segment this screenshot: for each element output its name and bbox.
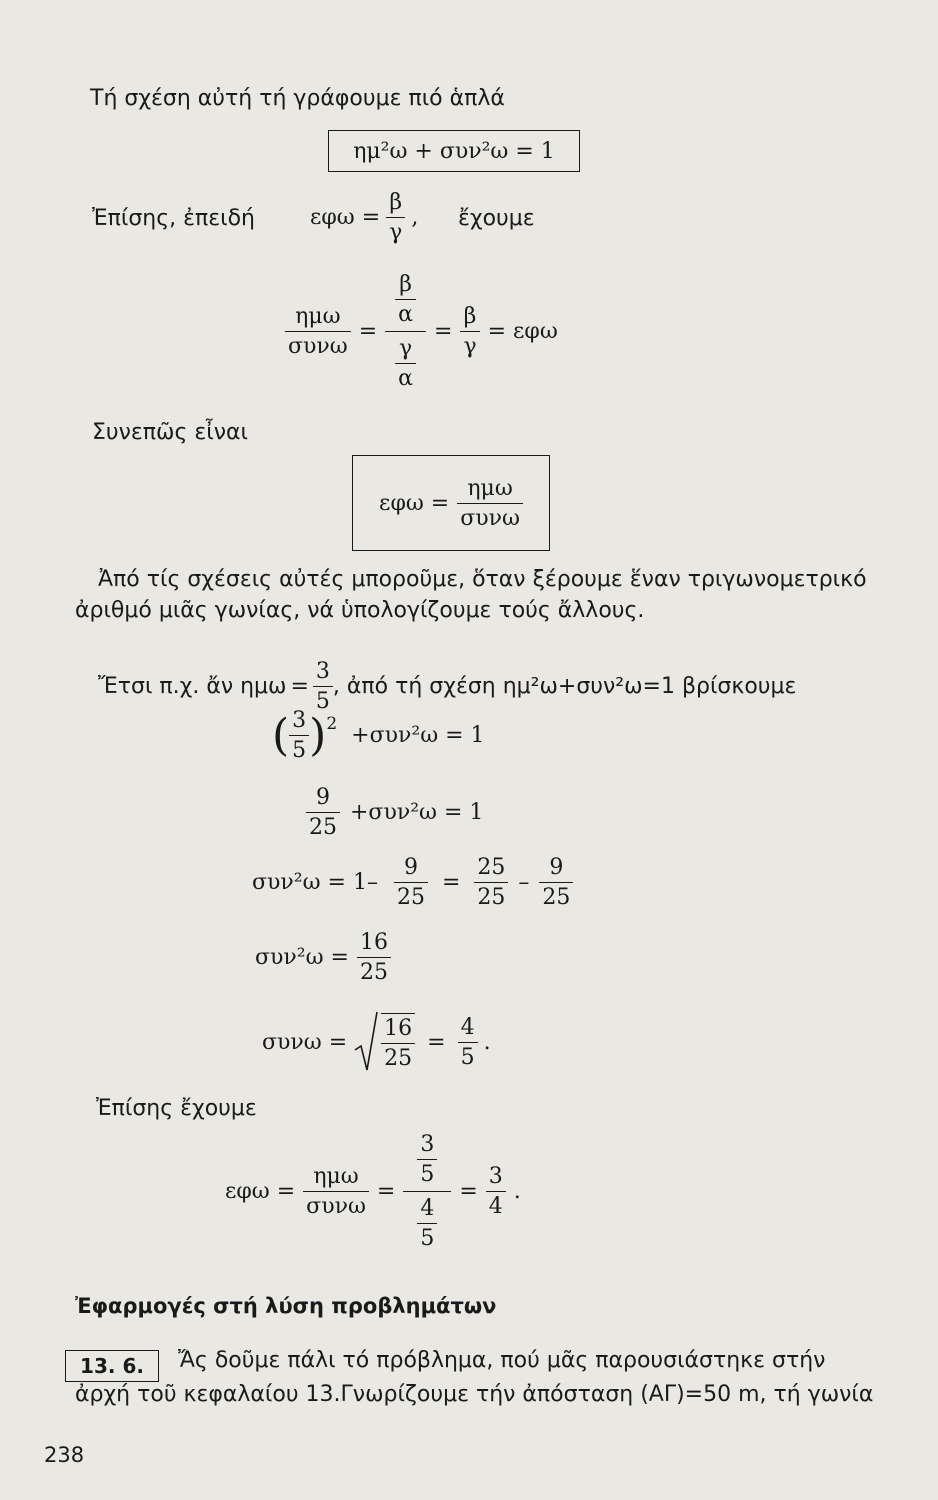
sqrt-sign-icon — [353, 1010, 379, 1074]
tan-lhs: εφω = — [310, 205, 381, 230]
final-paragraph-line2: ἀρχή τοῦ κεφαλαίου 13.Γνωρίζουμε τήν ἀπόσταση (ΑΓ)=50 m, τή γωνία — [75, 1382, 874, 1407]
tan-definition: εφω = $\frac{\beta}{\gamma}$ , — [310, 190, 419, 245]
numerator: β — [389, 190, 403, 215]
fraction-3-5: $\frac{3}{5}$ — [313, 659, 333, 714]
page-number: 238 — [44, 1443, 85, 1467]
identity-box — [328, 130, 580, 172]
equation-squared: ( $\frac{3}{5}$ ) 2 +συν²ω = 1 — [272, 708, 485, 763]
relations-paragraph-line1: Ἀπό τίς σχέσεις αὐτές μποροῦμε, ὅταν ξέρουμε ἕναν τριγωνομετρικό — [98, 567, 867, 592]
compound-fraction-3-5-over-4-5: $\frac{\frac{3}{5}}{\frac{4}{5}}$ — [403, 1132, 451, 1251]
section-number-box — [65, 1350, 159, 1382]
final-paragraph-line1: Ἄς δοῦμε πάλι τό πρόβλημα, πού μᾶς παρουσιάστηκε στήν — [178, 1348, 826, 1373]
fraction-b-over-g — [386, 190, 405, 245]
equation-nine-25: $\frac{9}{25}$ +συν²ω = 1 — [306, 785, 483, 840]
section-heading: Ἐφαρμογές στή λύση προβλημάτων — [75, 1294, 497, 1318]
equation-tan: εφω = $\frac{\text{ημω}}{\text{συνω}}$ = $\frac{\frac{3}{5}}{\frac{4}{5}}$ = $\frac{3}{4}$ . — [225, 1132, 521, 1251]
example-line: Ἔτσι π.χ. ἄν ημω = $\frac{3}{5}$ , ἀπό τή σχέση ημ²ω+συν²ω=1 βρίσκουμε — [98, 659, 797, 714]
tan-derivation: $\frac{\text{ημω}}{\text{συνω}}$ = $\frac{\frac{\beta}{\alpha}}{\frac{\gamma}{\alpha}}$ = $\frac{\beta}{\gamma}$ = εφω — [285, 272, 558, 391]
equation-cos-sq-2: συν²ω = $\frac{16}{25}$ — [255, 930, 391, 985]
identity-formula: ημ²ω + συν²ω = 1 — [353, 138, 555, 164]
we-have-text: ἔχουμε — [458, 206, 535, 231]
fraction-b-over-g-2: $\frac{\beta}{\gamma}$ — [460, 304, 479, 359]
compound-fraction: $\frac{\frac{\beta}{\alpha}}{\frac{\gamma}{\alpha}}$ — [385, 272, 426, 391]
therefore-text: Συνεπῶς εἶναι — [92, 420, 248, 445]
section-number: 13. 6. — [80, 1354, 144, 1378]
equals-tan: = εφω — [487, 319, 558, 344]
also-have-text: Ἐπίσης ἔχουμε — [96, 1096, 257, 1121]
tan-box: εφω = $\frac{\text{ημω}}{\text{συνω}}$ — [352, 455, 550, 551]
intro-line: Τή σχέση αὐτή τή γράφουμε πιό ἁπλά — [90, 86, 505, 111]
equation-cos-sq-1: συν²ω = 1– $\frac{9}{25}$ = $\frac{25}{25}$ – $\frac{9}{25}$ — [252, 855, 573, 910]
denominator: γ — [386, 217, 405, 245]
relations-paragraph-line2: ἀριθμό μιᾶς γωνίας, νά ὑπολογίζουμε τούς ἄλλους. — [75, 598, 645, 623]
fraction-sin-over-cos: $\frac{\text{ημω}}{\text{συνω}}$ — [285, 304, 351, 359]
also-since-text: Ἐπίσης, ἐπειδή — [92, 206, 255, 231]
equation-cos: συνω = $\frac{16}{25}$ = $\frac{4}{5}$ . — [262, 1010, 491, 1074]
